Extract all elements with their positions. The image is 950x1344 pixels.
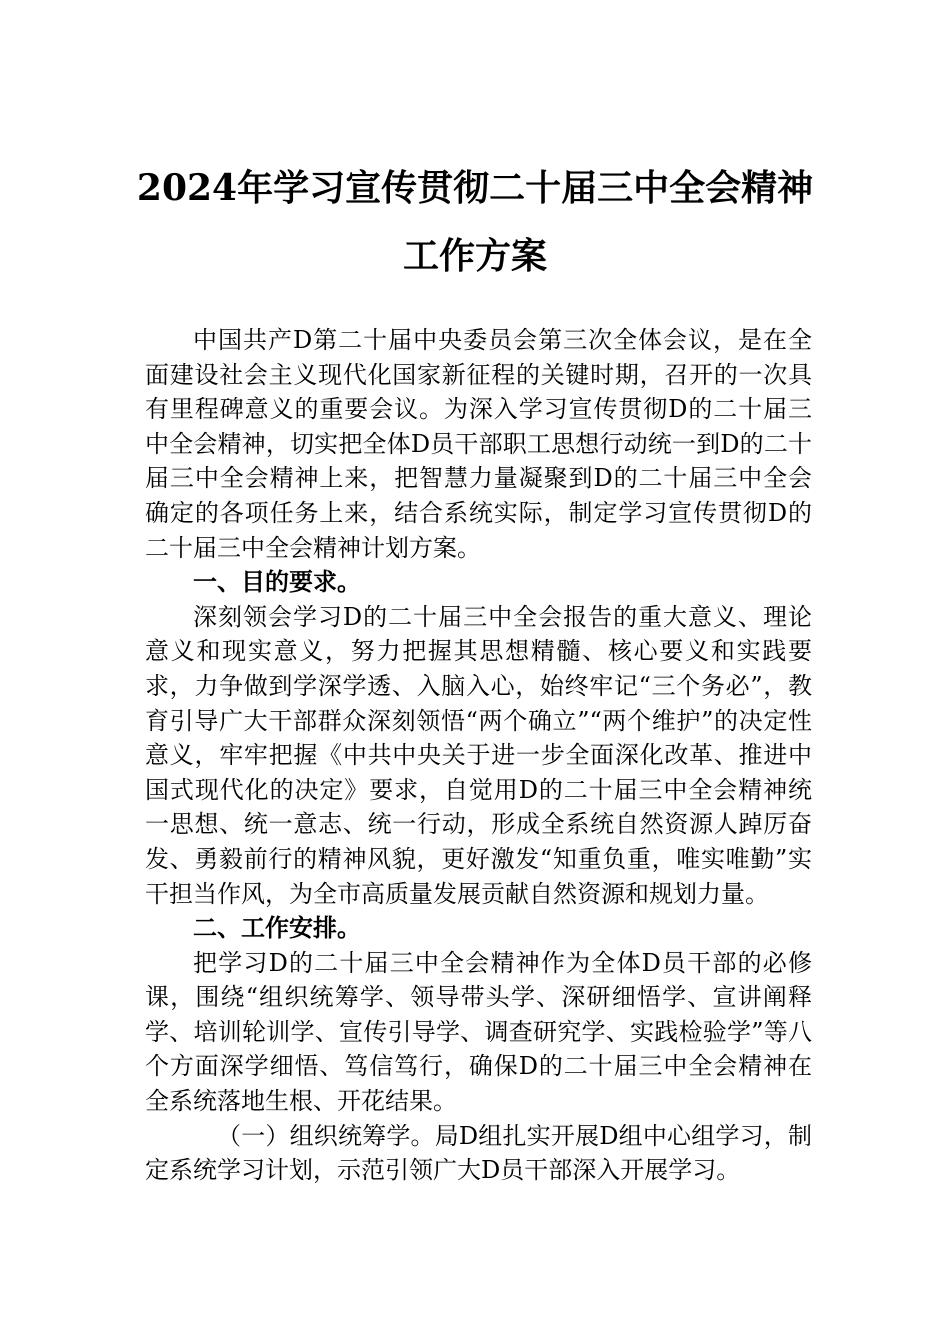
section-1-paragraph: 深刻领会学习D的二十届三中全会报告的重大意义、理论意义和现实意义，努力把握其思想精髓、核心要义和实践要求，力争做到学深学透、入脑入心，始终牢记“三个务必”，教育引导广大干部群众深刻领悟“两个确立”“两个维护”的决定性意义，牢牢把握《中共中央关于进一步全面深化改革、推进中国式现代化的决定》要求，自觉用D的二十届三中全会精神统一思想、统一意志、统一行动，形成全系统自然资源人踔厉奋发、勇毅前行的精神风貌，更好激发“知重负重，唯实唯勤”实干担当作风，为全市高质量发展贡献自然资源和规划力量。 [145,602,812,908]
document-title-line-1: 2024年学习宣传贯彻二十届三中全会精神 [136,167,814,209]
section-2-paragraph: 把学习D的二十届三中全会精神作为全体D员干部的必修课，围绕“组织统筹学、领导带头学、深研细悟学、宣讲阐释学、培训轮训学、宣传引导学、调查研究学、实践检验学”等八个方面深学细悟、笃信笃行，确保D的二十届三中全会精神在全系统落地生根、开花结果。 [145,948,812,1116]
section-2-heading: 二、工作安排。 [193,913,361,943]
document-body [145,323,812,1188]
document-title-line-2: 工作方案 [402,235,547,277]
subsection-1-paragraph: （一）组织统筹学。局D组扎实开展D组中心组学习，制定系统学习计划，示范引领广大D员干部深入开展学习。 [145,1121,812,1185]
intro-paragraph: 中国共产D第二十届中央委员会第三次全体会议，是在全面建设社会主义现代化国家新征程的关键时期，召开的一次具有里程碑意义的重要会议。为深入学习宣传贯彻D的二十届三中全会精神，切实把全体D员干部职工思想行动统一到D的二十届三中全会精神上来，把智慧力量凝聚到D的二十届三中全会确定的各项任务上来，结合系统实际，制定学习宣传贯彻D的二十届三中全会精神计划方案。 [145,326,812,562]
section-1-heading: 一、目的要求。 [193,567,361,597]
